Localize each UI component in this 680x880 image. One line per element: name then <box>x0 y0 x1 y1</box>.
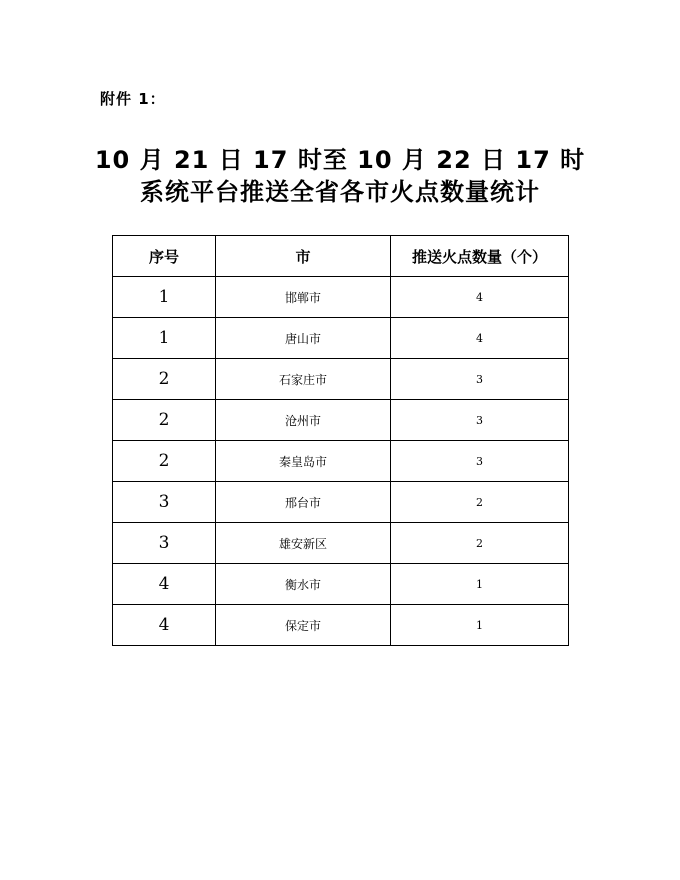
cell-count: 3 <box>391 441 569 482</box>
header-rank: 序号 <box>113 236 216 277</box>
cell-rank: 1 <box>113 277 216 318</box>
cell-rank: 3 <box>113 482 216 523</box>
cell-city: 沧州市 <box>216 400 391 441</box>
header-city: 市 <box>216 236 391 277</box>
table-row <box>113 277 569 318</box>
cell-count: 3 <box>391 400 569 441</box>
cell-city: 保定市 <box>216 605 391 646</box>
cell-city: 雄安新区 <box>216 523 391 564</box>
table-row <box>113 400 569 441</box>
cell-count: 1 <box>391 605 569 646</box>
cell-rank: 3 <box>113 523 216 564</box>
cell-count: 4 <box>391 277 569 318</box>
document-title-line-2: 系统平台推送全省各市火点数量统计 <box>140 178 540 206</box>
cell-rank: 2 <box>113 359 216 400</box>
cell-count: 4 <box>391 318 569 359</box>
cell-city: 石家庄市 <box>216 359 391 400</box>
table-row <box>113 564 569 605</box>
cell-rank: 2 <box>113 400 216 441</box>
cell-rank: 4 <box>113 605 216 646</box>
fire-count-table <box>112 235 569 646</box>
table-row <box>113 482 569 523</box>
cell-city: 衡水市 <box>216 564 391 605</box>
cell-rank: 1 <box>113 318 216 359</box>
cell-city: 秦皇岛市 <box>216 441 391 482</box>
table-row <box>113 318 569 359</box>
cell-city: 唐山市 <box>216 318 391 359</box>
cell-count: 1 <box>391 564 569 605</box>
cell-city: 邢台市 <box>216 482 391 523</box>
table-row <box>113 441 569 482</box>
attachment-label: 附件 1： <box>100 90 166 108</box>
cell-count: 3 <box>391 359 569 400</box>
header-count: 推送火点数量（个） <box>391 236 569 277</box>
table-header-row <box>113 236 569 277</box>
document-title-line-1: 10 月 21 日 17 时至 10 月 22 日 17 时 <box>94 146 586 174</box>
cell-city: 邯郸市 <box>216 277 391 318</box>
cell-count: 2 <box>391 523 569 564</box>
cell-count: 2 <box>391 482 569 523</box>
table-row <box>113 605 569 646</box>
table-row <box>113 523 569 564</box>
table-row <box>113 359 569 400</box>
cell-rank: 4 <box>113 564 216 605</box>
cell-rank: 2 <box>113 441 216 482</box>
